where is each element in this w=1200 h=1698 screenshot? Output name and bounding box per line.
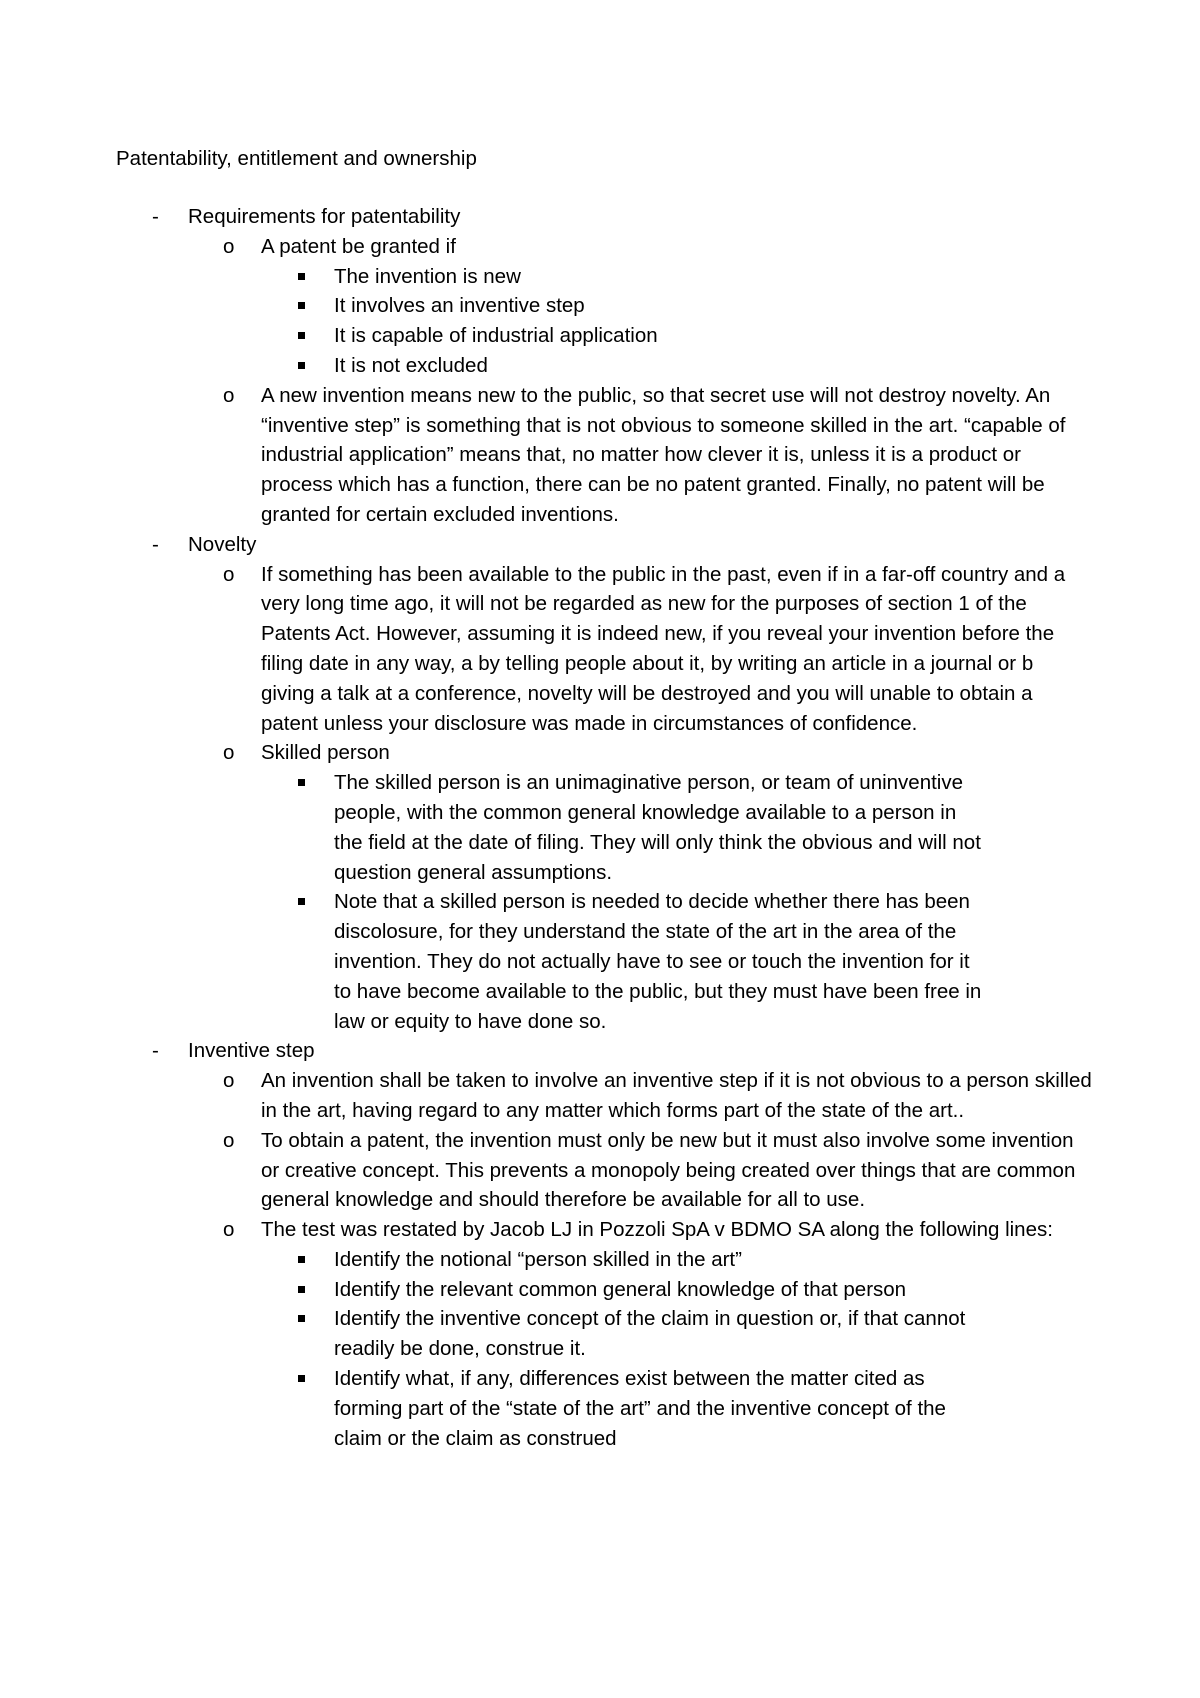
point-text: The test was restated by Jacob LJ in Pozzoli SpA v BDMO SA along the following lines: (261, 1218, 1053, 1242)
subpoint-text: Note that a skilled person is needed to decide whether there has been discolosure, for they understand the state of the art in the area of the invention. They do not actually have to see or touch the invention for it to have become available to the public, but they must have been free in law or equity to have done so. (334, 890, 982, 1033)
square-bullet-icon (298, 273, 305, 280)
circle-bullet: o (223, 741, 235, 765)
section-item (0, 1036, 1200, 1453)
square-bullet-icon (298, 1315, 305, 1322)
point-list (0, 232, 1200, 530)
subpoint-text: Identify the notional “person skilled in the art” (334, 1247, 742, 1271)
square-bullet-icon (298, 332, 305, 339)
subpoint-text: Identify the inventive concept of the claim in question or, if that cannot readily be done, construe it. (334, 1307, 966, 1361)
point-item (0, 738, 1200, 1036)
point-text: A patent be granted if (261, 234, 456, 258)
subpoint-item (0, 291, 1092, 321)
point-text: A new invention means new to the public, so that secret use will not destroy novelty. An “inventive step” is something that is not obvious to someone skilled in the art. “capable of industrial application” means that, no matter how clever it is, unless it is a product or process which has a function, there can be no patent granted. Finally, no patent will be granted for certain excluded inventions. (261, 383, 1066, 526)
section-item (0, 202, 1200, 530)
dash-bullet: - (152, 532, 159, 556)
circle-bullet: o (223, 234, 235, 258)
subpoint-list (0, 768, 1092, 1036)
section-list (0, 202, 1200, 1453)
subpoint-text: The skilled person is an unimaginative person, or team of uninventive people, with the common general knowledge available to a person in the field at the date of filing. They will only think the obvious and will not question general assumptions. (334, 771, 981, 884)
subpoint-list (0, 1245, 1092, 1454)
circle-bullet: o (223, 562, 235, 586)
point-item (0, 232, 1200, 381)
subpoint-text: Identify the relevant common general knowledge of that person (334, 1277, 907, 1301)
subpoint-text: It involves an inventive step (334, 294, 585, 318)
subpoint-item (0, 887, 1092, 1036)
point-item (0, 1215, 1200, 1453)
square-bullet-icon (298, 302, 305, 309)
subpoint-item (0, 321, 1092, 351)
square-bullet-icon (298, 362, 305, 369)
point-text: If something has been available to the public in the past, even if in a far-off country and a very long time ago, it will not be regarded as new for the purposes of section 1 of the Patents Act. However, assuming it is indeed new, if you reveal your invention before the filing date in any way, a by telling people about it, by writing an article in a journal or b giving a talk at a conference, novelty will be destroyed and you will unable to obtain a patent unless your disclosure was made in circumstances of confidence. (261, 562, 1066, 735)
section-item (0, 530, 1200, 1037)
subpoint-item (0, 1304, 1092, 1364)
point-item (0, 381, 1200, 530)
subpoint-item (0, 1275, 1092, 1305)
subpoint-item (0, 1364, 1092, 1453)
point-item (0, 1066, 1200, 1126)
section-heading: Inventive step (188, 1039, 315, 1063)
subpoint-text: The invention is new (334, 264, 521, 288)
subpoint-item (0, 768, 1092, 887)
point-list (0, 1066, 1200, 1453)
point-text: Skilled person (261, 741, 390, 765)
subpoint-text: It is not excluded (334, 353, 488, 377)
point-item (0, 1126, 1200, 1215)
page-title: Patentability, entitlement and ownership (116, 147, 477, 170)
section-heading: Novelty (188, 532, 257, 556)
subpoint-text: It is capable of industrial application (334, 324, 658, 348)
circle-bullet: o (223, 383, 235, 407)
subpoint-text: Identify what, if any, differences exist between the matter cited as forming part of the “state of the art” and the inventive concept of the claim or the claim as construed (334, 1367, 946, 1450)
subpoint-item (0, 351, 1092, 381)
section-heading: Requirements for patentability (188, 205, 461, 228)
point-item (0, 560, 1200, 739)
circle-bullet: o (223, 1128, 235, 1152)
square-bullet-icon (298, 779, 305, 786)
point-list (0, 560, 1200, 1037)
circle-bullet: o (223, 1218, 235, 1242)
square-bullet-icon (298, 1256, 305, 1263)
subpoint-item (0, 1245, 1092, 1275)
circle-bullet: o (223, 1069, 235, 1093)
subpoint-list (0, 262, 1092, 381)
point-text: An invention shall be taken to involve an inventive step if it is not obvious to a person skilled in the art, having regard to any matter which forms part of the state of the art.. (261, 1069, 1092, 1122)
square-bullet-icon (298, 1286, 305, 1293)
dash-bullet: - (152, 205, 159, 228)
point-text: To obtain a patent, the invention must only be new but it must also involve some invention or creative concept. This prevents a monopoly being created over things that are common general knowledge and should therefore be available for all to use. (261, 1128, 1076, 1212)
document-body (0, 202, 1200, 1453)
square-bullet-icon (298, 1375, 305, 1382)
dash-bullet: - (152, 1039, 159, 1063)
square-bullet-icon (298, 898, 305, 905)
subpoint-item (0, 262, 1092, 292)
